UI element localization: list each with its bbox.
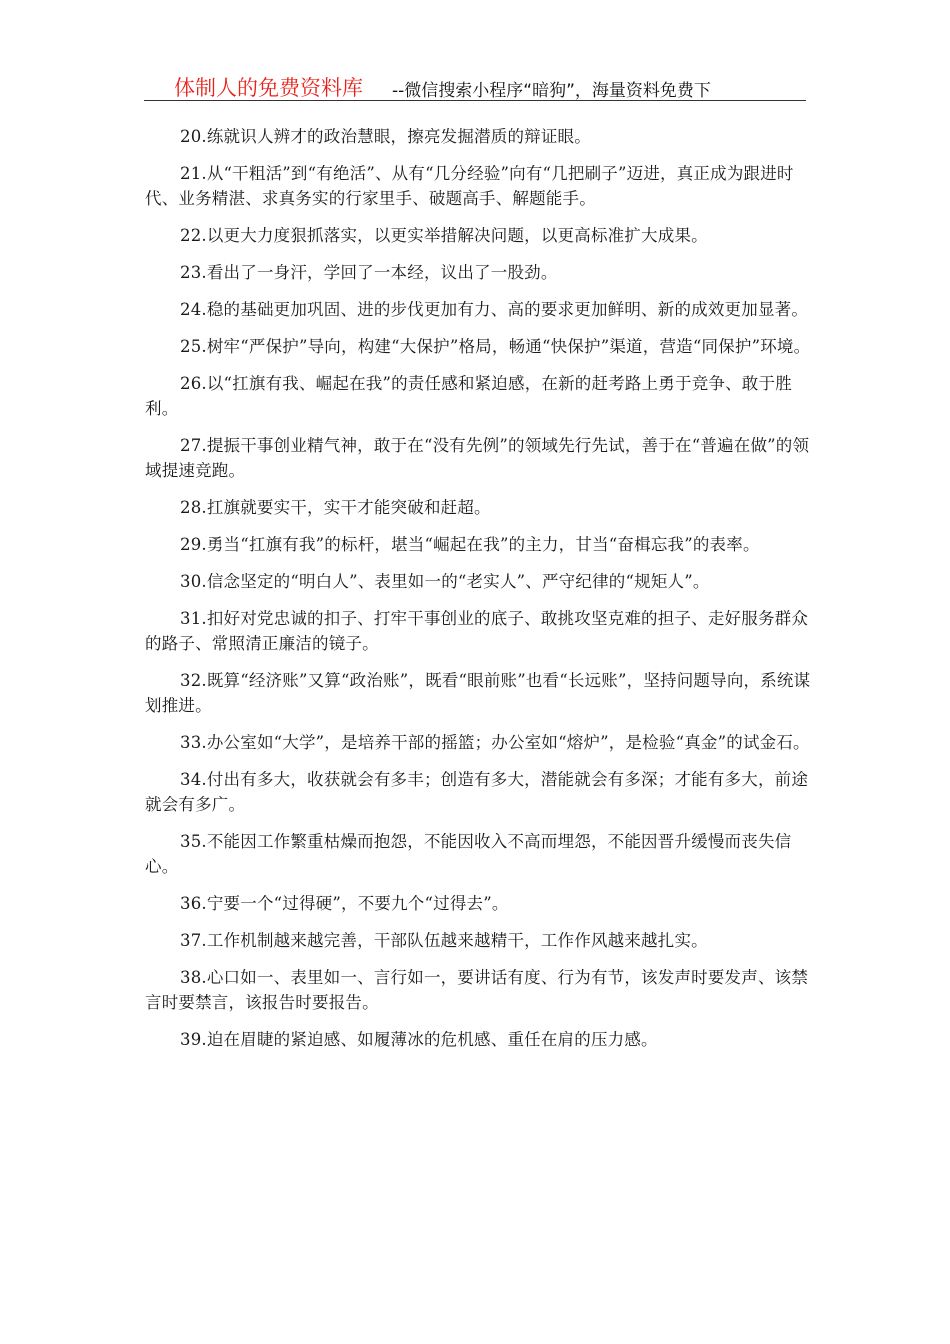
list-item-33: 33.办公室如“大学”，是培养干部的摇篮；办公室如“熔炉”，是检验“真金”的试金石。 <box>180 733 810 752</box>
list-item-28: 28.扛旗就要实干，实干才能突破和赶超。 <box>180 498 491 517</box>
header-subtitle: --微信搜索小程序“暗狗”，海量资料免费下 <box>392 81 711 101</box>
list-item-21: 21.从“干粗活”到“有绝活”、从有“几分经验”向有“几把刷子”迈进，真正成为跟进时代、业务精湛、求真务实的行家里手、破题高手、解题能手。 <box>145 164 794 208</box>
list-item-32: 32.既算“经济账”又算“政治账”，既看“眼前账”也看“长远账”，坚持问题导向，系统谋划推进。 <box>145 671 811 715</box>
header-brand-title: 体制人的免费资料库 <box>174 76 363 100</box>
list-item-31: 31.扣好对党忠诚的扣子、打牢干事创业的底子、敢挑攻坚克难的担子、走好服务群众的路子、常照清正廉洁的镜子。 <box>145 609 809 653</box>
list-item-29: 29.勇当“扛旗有我”的标杆，堪当“崛起在我”的主力，甘当“奋楫忘我”的表率。 <box>180 535 760 554</box>
list-item-23: 23.看出了一身汗，学回了一本经，议出了一股劲。 <box>180 263 558 282</box>
list-item-25: 25.树牢“严保护”导向，构建“大保护”格局，畅通“快保护”渠道，营造“同保护”环境。 <box>180 337 811 356</box>
list-item-26: 26.以“扛旗有我、崛起在我”的责任感和紧迫感，在新的赶考路上勇于竞争、敢于胜利。 <box>145 374 792 418</box>
list-item-37: 37.工作机制越来越完善，干部队伍越来越精干，工作作风越来越扎实。 <box>180 931 708 950</box>
document-body <box>145 124 815 1064</box>
list-item-35: 35.不能因工作繁重枯燥而抱怨，不能因收入不高而埋怨，不能因晋升缓慢而丧失信心。 <box>145 832 792 876</box>
list-item-39: 39.迫在眉睫的紧迫感、如履薄冰的危机感、重任在肩的压力感。 <box>180 1030 658 1049</box>
list-item-20: 20.练就识人辨才的政治慧眼，擦亮发掘潜质的辩证眼。 <box>180 127 591 146</box>
list-item-22: 22.以更大力度狠抓落实，以更实举措解决问题，以更高标准扩大成果。 <box>180 226 708 245</box>
list-item-34: 34.付出有多大，收获就会有多丰；创造有多大，潜能就会有多深；才能有多大，前途就会有多广。 <box>145 770 809 814</box>
page-header <box>144 68 806 101</box>
list-item-30: 30.信念坚定的“明白人”、表里如一的“老实人”、严守纪律的“规矩人”。 <box>180 572 710 591</box>
list-item-36: 36.宁要一个“过得硬”，不要九个“过得去”。 <box>180 894 509 913</box>
list-item-24: 24.稳的基础更加巩固、进的步伐更加有力、高的要求更加鲜明、新的成效更加显著。 <box>180 300 809 319</box>
list-item-38: 38.心口如一、表里如一、言行如一，要讲话有度、行为有节，该发声时要发声、该禁言时要禁言，该报告时要报告。 <box>145 968 809 1012</box>
list-item-27: 27.提振干事创业精气神，敢于在“没有先例”的领域先行先试，善于在“普遍在做”的领域提速竞跑。 <box>145 436 810 480</box>
